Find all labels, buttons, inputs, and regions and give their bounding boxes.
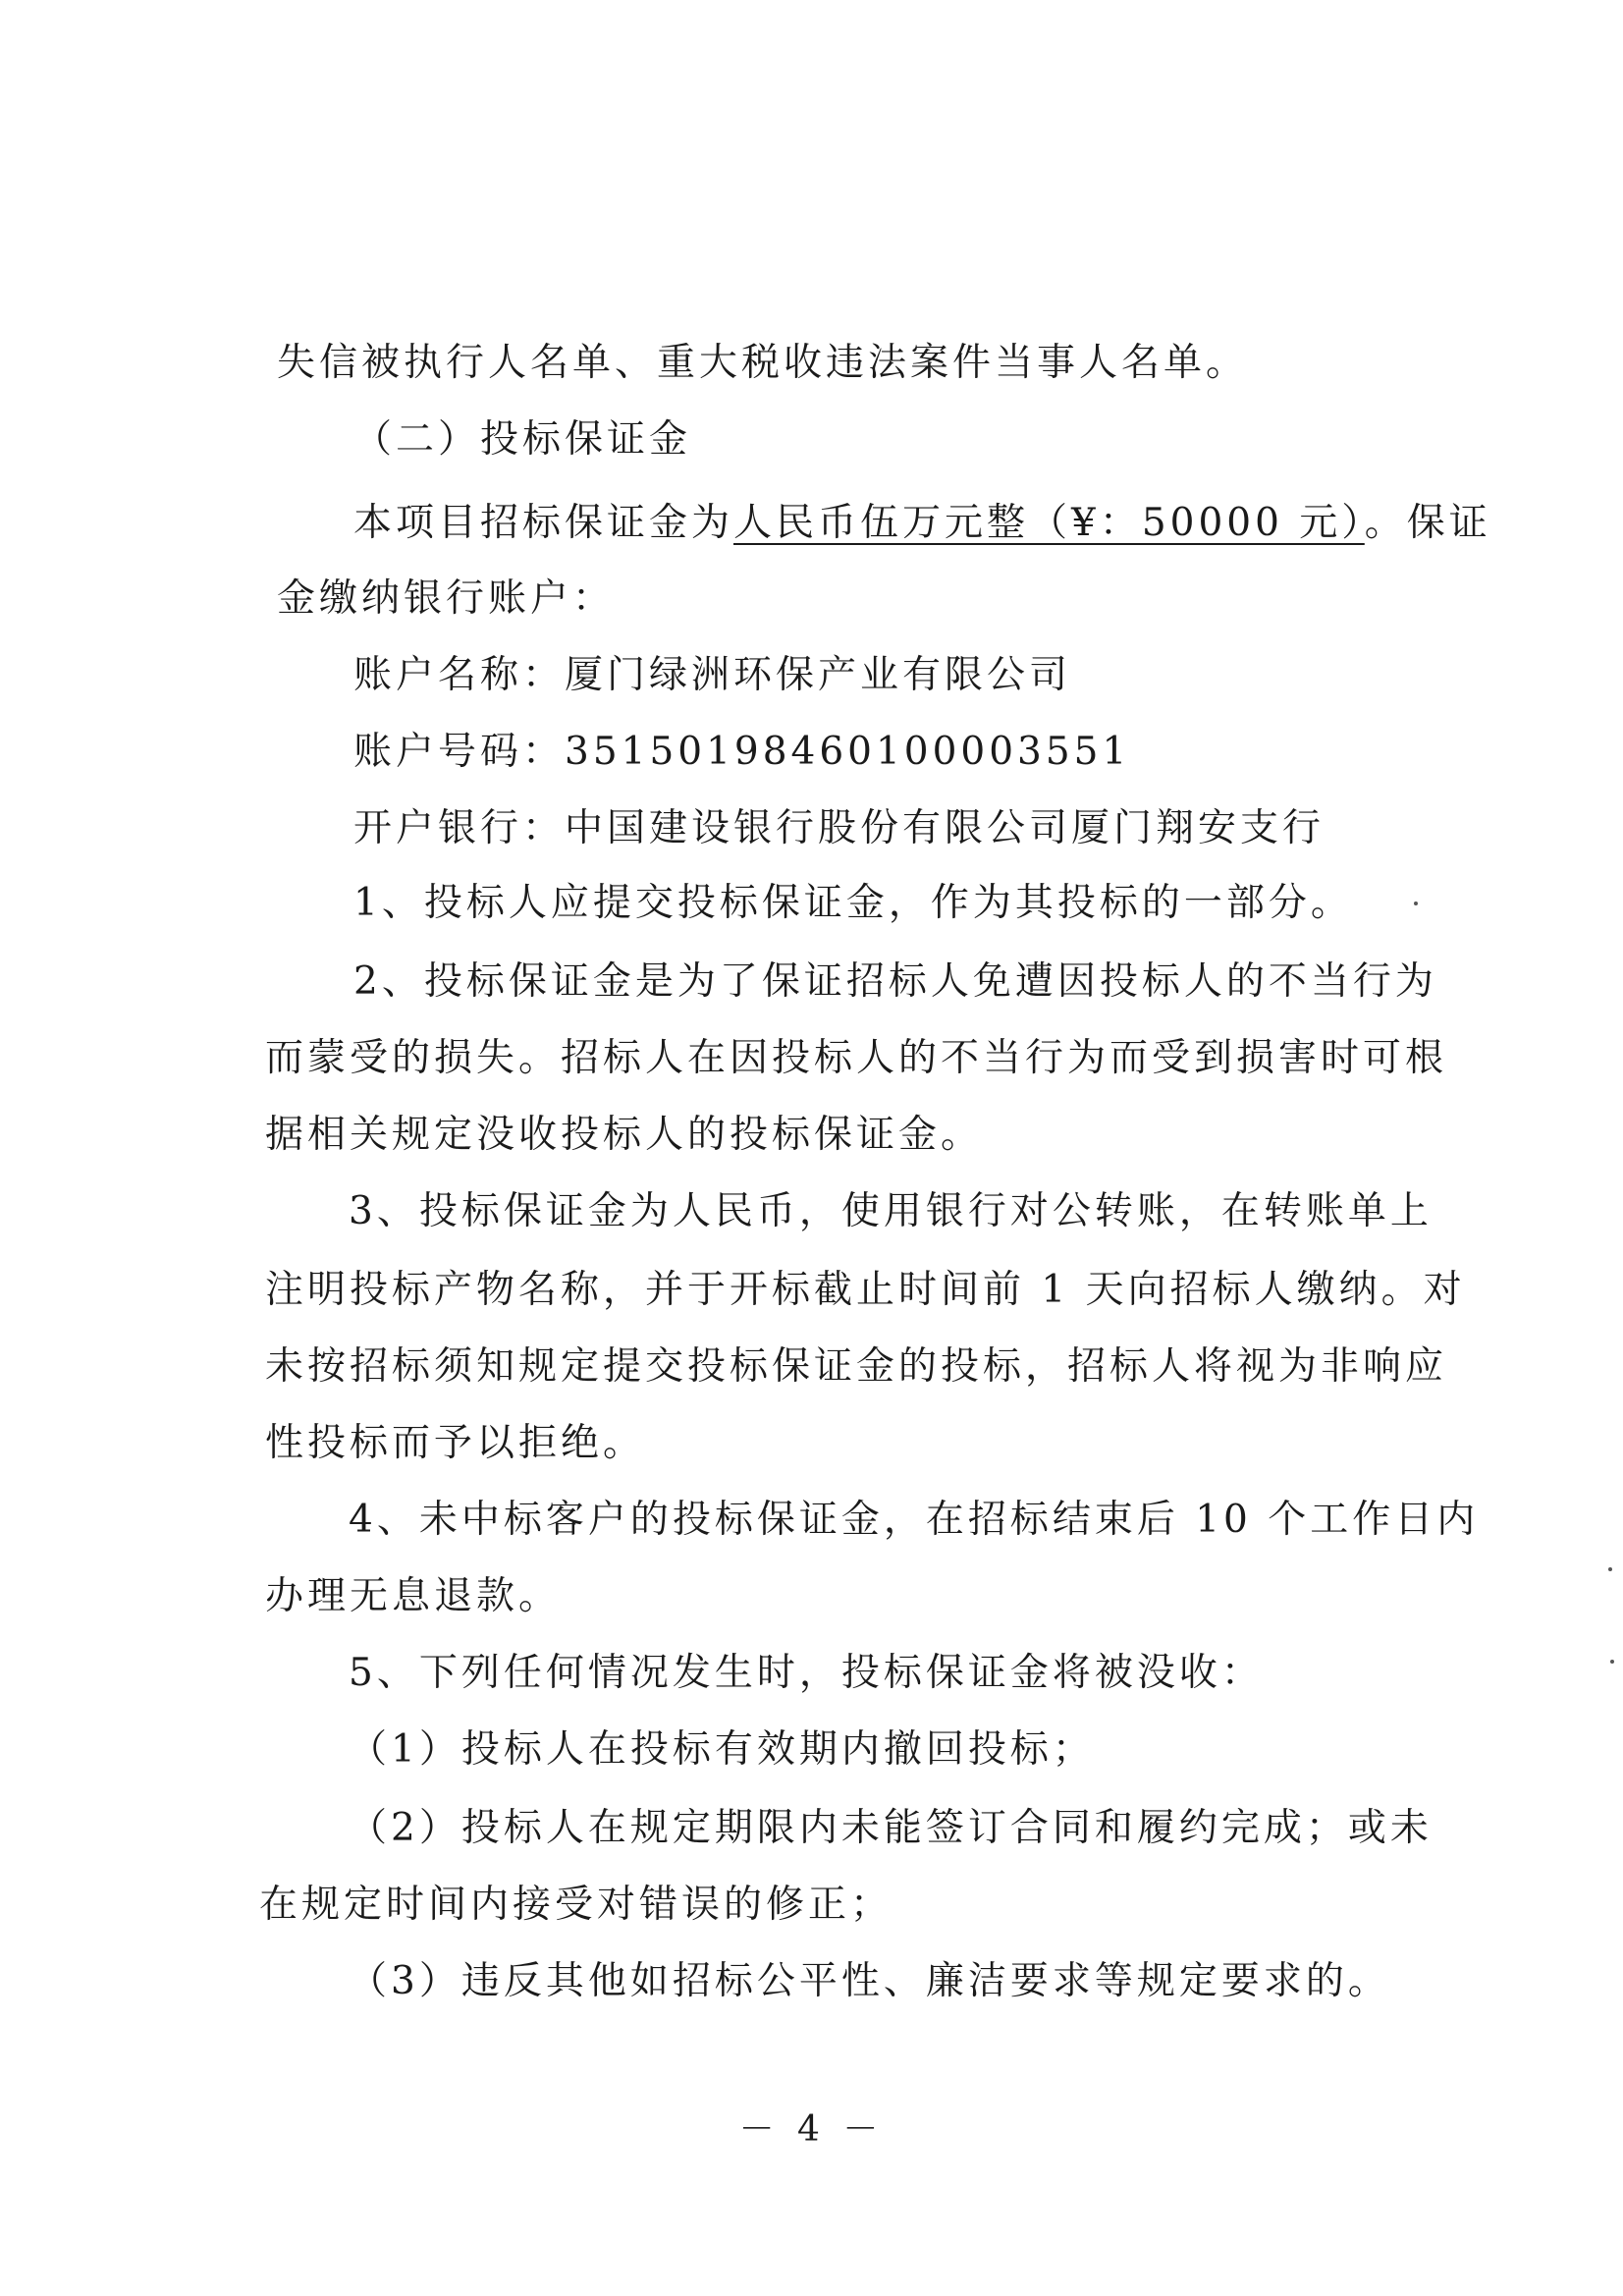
- scan-speck: [1414, 902, 1418, 905]
- sub-clause-3: （3）违反其他如招标公平性、廉洁要求等规定要求的。: [349, 1959, 1390, 2003]
- deposit-amount: 人民币伍万元整（¥：50000 元）: [733, 501, 1365, 545]
- scan-speck: [1608, 1567, 1612, 1571]
- text-fragment: 。保证: [1364, 501, 1491, 545]
- scan-speck: [1610, 1660, 1614, 1664]
- clause-4: 4、未中标客户的投标保证金，在招标结束后 10 个工作日内: [349, 1498, 1480, 1542]
- text-line: 性投标而予以拒绝。: [265, 1421, 646, 1465]
- clause-2: 2、投标保证金是为了保证招标人免遭因投标人的不当行为: [353, 959, 1437, 1004]
- page-number: － 4 －: [738, 2109, 885, 2150]
- sub-clause-1: （1）投标人在投标有效期内撤回投标；: [349, 1727, 1095, 1772]
- text-line: 而蒙受的损失。招标人在因投标人的不当行为而受到损害时可根: [265, 1036, 1448, 1080]
- text-line: 办理无息退款。: [265, 1574, 562, 1618]
- sub-clause-2: （2）投标人在规定期限内未能签订合同和履约完成；或未: [349, 1806, 1433, 1850]
- account-name: 账户名称：厦门绿洲环保产业有限公司: [353, 653, 1072, 697]
- clause-1: 1、投标人应提交投标保证金，作为其投标的一部分。: [353, 881, 1353, 925]
- clause-3: 3、投标保证金为人民币，使用银行对公转账，在转账单上: [349, 1189, 1433, 1233]
- clause-5: 5、下列任何情况发生时，投标保证金将被没收：: [349, 1651, 1264, 1695]
- text-fragment: 本项目招标保证金为: [353, 501, 734, 545]
- section-heading: （二）投标保证金: [353, 417, 692, 462]
- text-line: 金缴纳银行账户：: [277, 576, 616, 621]
- bank-name: 开户银行：中国建设银行股份有限公司厦门翔安支行: [353, 806, 1325, 850]
- text-line: 在规定时间内接受对错误的修正；: [259, 1883, 893, 1927]
- deposit-amount-line: [353, 501, 1491, 545]
- text-line: 据相关规定没收投标人的投标保证金。: [265, 1113, 984, 1157]
- text-line: 未按招标须知规定提交投标保证金的投标，招标人将视为非响应: [265, 1344, 1448, 1389]
- text-line: 注明投标产物名称，并于开标截止时间前 1 天向招标人缴纳。对: [265, 1268, 1466, 1312]
- account-number: 账户号码：35150198460100003551: [353, 730, 1131, 774]
- text-line: 失信被执行人名单、重大税收违法案件当事人名单。: [277, 341, 1249, 385]
